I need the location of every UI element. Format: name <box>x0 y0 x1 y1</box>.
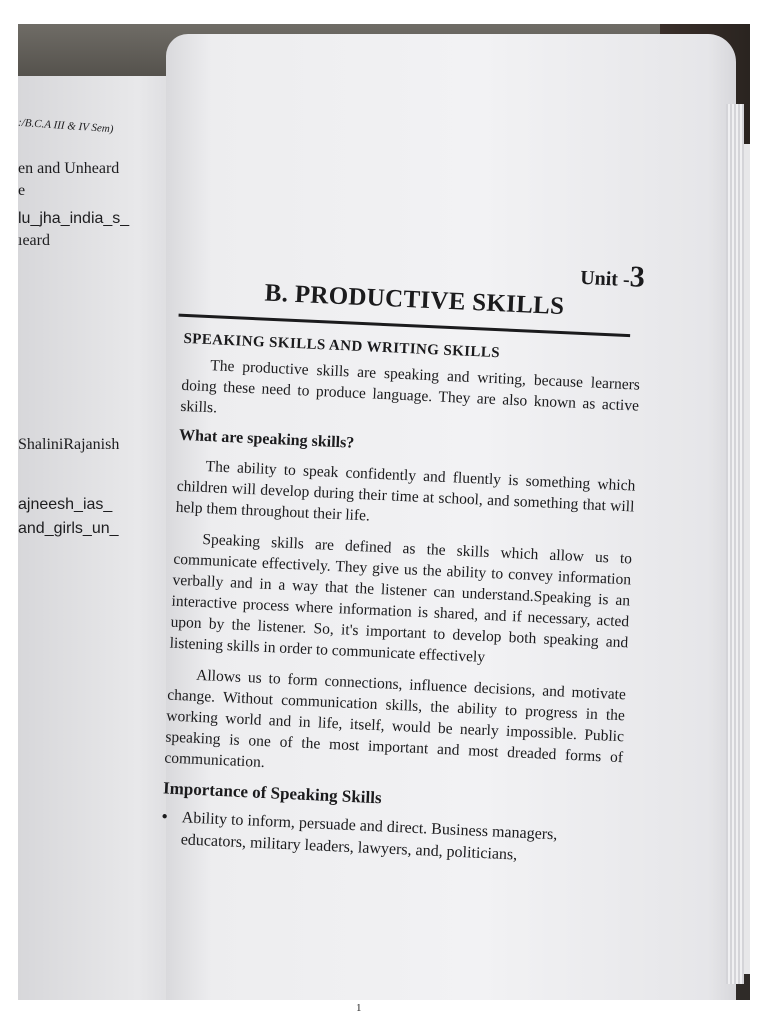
left-page-author: ShaliniRajanish <box>18 436 120 453</box>
intro-paragraph: The productive skills are speaking and writing, because learners doing these need to produce language. They are also known as active skills. <box>180 357 641 417</box>
chapter-title: B. PRODUCTIVE SKILLS <box>264 279 565 321</box>
left-page-line: ıeard <box>18 232 50 249</box>
paragraph-1: The ability to speak confidently and fluently is something which children will develop during their time at school, and something that will help them throughout their life. <box>175 458 636 525</box>
left-page-line: en and Unheard <box>18 160 120 177</box>
left-page-header: :/B.C.A III & IV Sem) <box>18 116 114 136</box>
page-number: 1 <box>356 1002 362 1014</box>
unit-prefix: Unit - <box>579 266 631 292</box>
importance-heading: Importance of Speaking Skills <box>162 778 383 808</box>
page-stack-edge <box>726 104 744 984</box>
left-page-line: e <box>18 182 26 199</box>
paragraph-3: Allows us to form connections, influence decisions, and motivate change. Without communication skills, the ability to progress in the working world and in life, itself, would be nearly impossible. Public speaking is one of the most important and most dreaded forms of communication. <box>164 666 627 772</box>
bullet-icon: • <box>161 808 168 826</box>
unit-number: 3 <box>629 260 646 294</box>
page-content <box>160 240 645 871</box>
question-heading: What are speaking skills? <box>178 426 355 452</box>
left-page-handle: and_girls_un_ <box>18 520 119 537</box>
paragraph-2: Speaking skills are defined as the skills which allow us to communicate effectively. They give us the ability to convey information verbally and in a way that the listener can understand.Speaking is an interactive process where information is shared, and if necessary, acted upon by the listener. So, it's important to develop both speaking and listening skills in order to communicate effectively <box>169 530 633 666</box>
left-page-line: lu_jha_india_s_ <box>18 210 130 227</box>
bullet-text: Ability to inform, persuade and direct. Business managers, educators, military leaders, lawyers, and, politicians, <box>180 809 558 864</box>
section-heading: SPEAKING SKILLS AND WRITING SKILLS <box>183 330 501 362</box>
left-page-handle: ajneesh_ias_ <box>18 496 113 513</box>
